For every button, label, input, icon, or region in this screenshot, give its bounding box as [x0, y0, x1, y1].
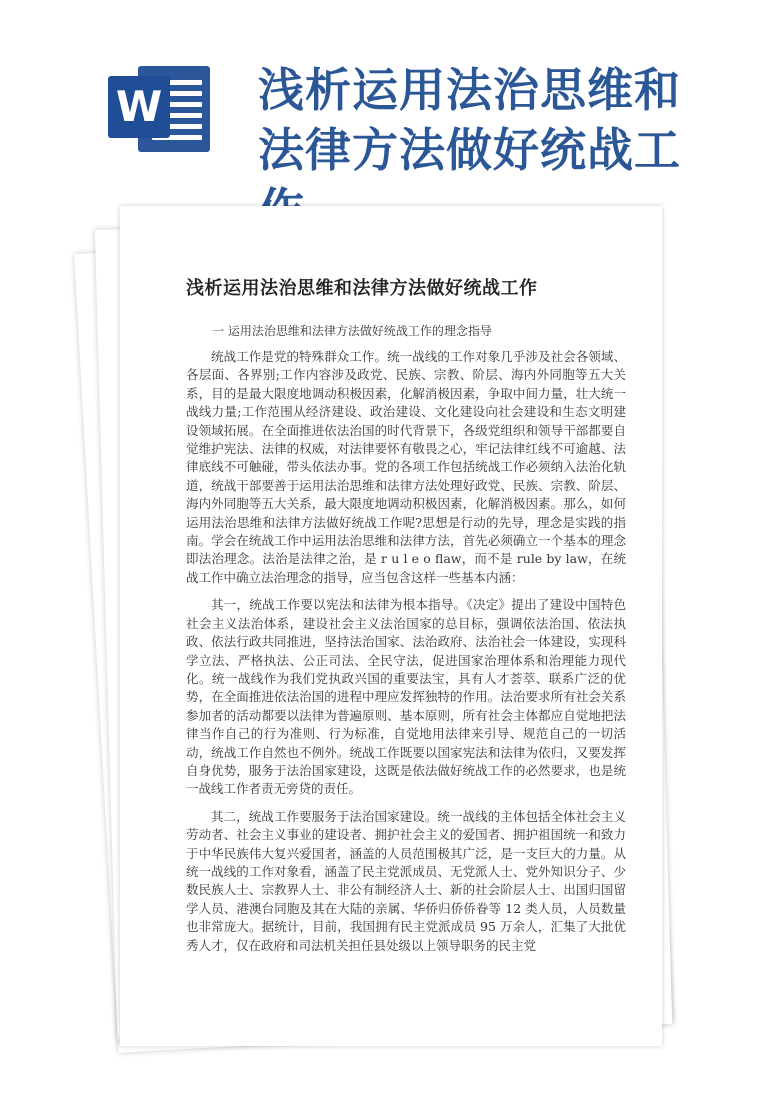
page-header — [0, 0, 780, 200]
document-page — [120, 206, 662, 1046]
word-document-icon — [108, 66, 210, 152]
paragraph: 其二，统战工作要服务于法治国家建设。统一战线的主体包括全体社会主义劳动者、社会主义事业的建设者、拥护社会主义的爱国者、拥护祖国统一和致力于中华民族伟大复兴爱国者，涵盖的人员范围极其广泛，是一支巨大的力量。从统一战线的工作对象看，涵盖了民主党派成员、无党派人士、党外知识分子、少数民族人士、宗教界人士、非公有制经济人士、新的社会阶层人士、出国归国留学人员、港澳台同胞及其在大陆的亲属、华侨归侨侨眷等 12 类人员，人员数量也非常庞大。据统计，目前，我国拥有民主党派成员 95 万余人，汇集了大批优秀人才，仅在政府和司法机关担任县处级以上领导职务的民主党 — [186, 808, 626, 953]
paragraph: 统战工作是党的特殊群众工作。统一战线的工作对象几乎涉及社会各领域、各层面、各界别;工作内容涉及政党、民族、宗教、阶层、海内外同胞等五大关系，目的是最大限度地调动积极因素，化解消极因素，争取中间力量，壮大统一战线力量;工作范围从经济建设、政治建设、文化建设向社会建设和生态文明建设领域拓展。在全面推进依法治国的时代背景下，各级党组织和领导干部都要自觉维护宪法、法律的权威，对法律要怀有敬畏之心，牢记法律红线不可逾越、法律底线不可触碰，带头依法办事。党的各项工作包括统战工作必须纳入法治化轨道，统战干部要善于运用法治思维和法律方法处理好政党、民族、宗教、阶层、海内外同胞等五大关系，最大限度地调动积极因素，化解消极因素。那么，如何运用法治思维和法律方法做好统战工作呢?思想是行动的先导，理念是实践的指南。学会在统战工作中运用法治思维和法律方法，首先必须确立一个基本的理念即法治理念。法治是法律之治，是 r u l e o flaw，而不是 rule by law，在统战工作中确立法治理念的指导，应当包含这样一些基本内涵： — [186, 349, 626, 585]
document-title: 浅析运用法治思维和法律方法做好统战工作 — [186, 278, 538, 299]
page-title: 浅析运用法治思维和法律方法做好统战工 — [258, 63, 681, 177]
word-badge: W — [108, 76, 170, 138]
paragraph: 其一，统战工作要以宪法和法律为根本指导。《决定》提出了建设中国特色社会主义法治体系，建设社会主义法治国家的总目标，强调依法治国、依法执政、依法行政共同推进，坚持法治国家、法治政府、法治社会一体建设，实现科学立法、严格执法、公正司法、全民守法，促进国家治理体系和治理能力现代化。统一战线作为我们党执政兴国的重要法宝，具有人才荟萃、联系广泛的优势，在全面推进依法治国的进程中理应发挥独特的作用。法治要求所有社会关系参加者的活动都要以法律为普遍原则、基本原则，所有社会主体都应自觉地把法律当作自己的行为准则、行为标准，自觉地用法律来引导、规范自己的一切活动，统战工作自然也不例外。统战工作既要以国家宪法和法律为依归，又要发挥自身优势，服务于法治国家建设，这既是依法做好统战工作的必然要求，也是统一战线工作者责无旁贷的责任。 — [186, 597, 626, 797]
document-body — [186, 348, 626, 964]
section-heading: 一 运用法治思维和法律方法做好统战工作的理念指导 — [212, 324, 492, 338]
